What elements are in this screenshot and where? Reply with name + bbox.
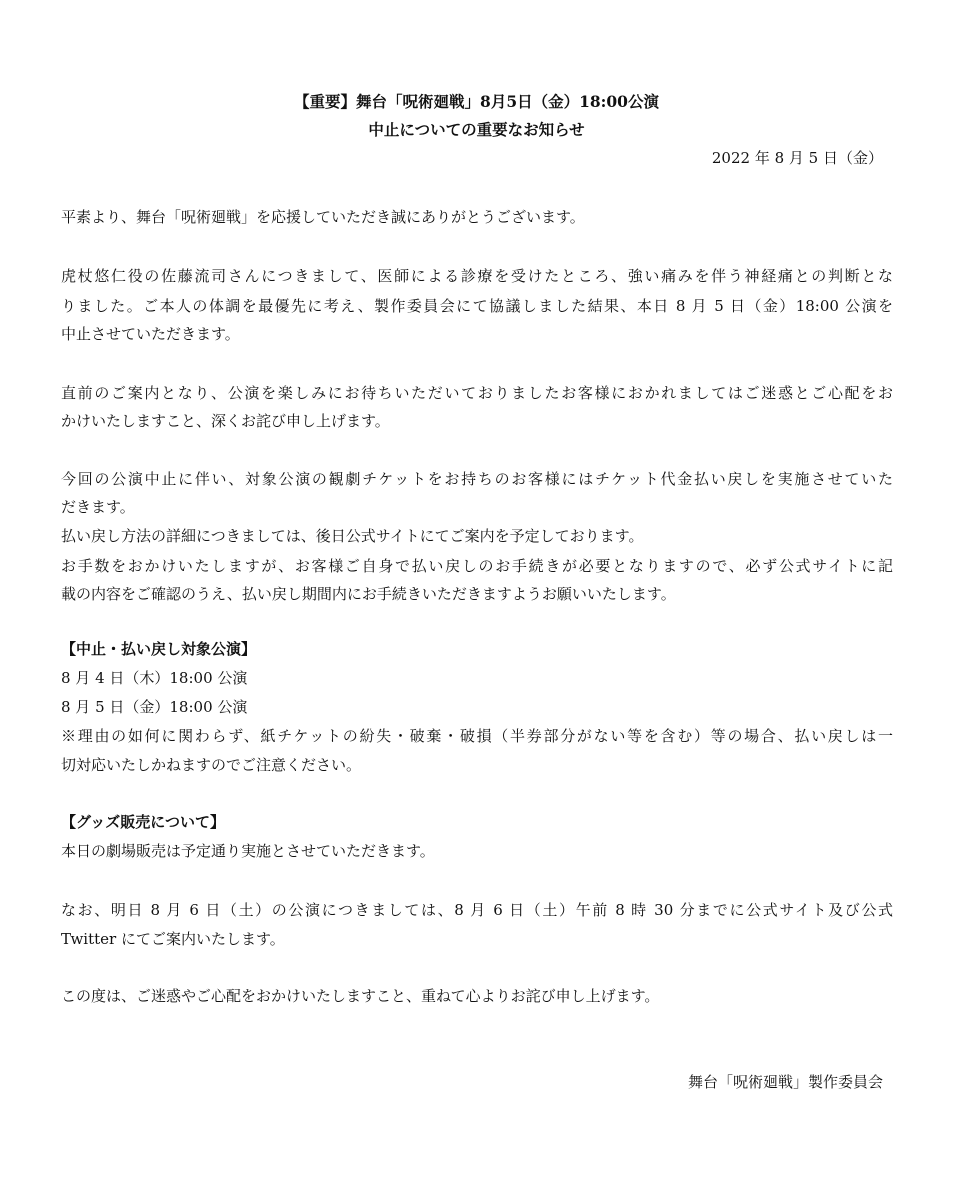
signature: 舞台「呪術廻戦」製作委員会 bbox=[687, 1073, 883, 1091]
para3-line4: お手数をおかけいたしますが、お客様ご自身で払い戻しのお手続きが必要となりますので、必ず公式サイトに記 bbox=[61, 557, 893, 575]
cancelled-performance-item: 8 月 4 日（木）18:00 公演 bbox=[61, 669, 248, 687]
para4-line2: Twitter にてご案内いたします。 bbox=[61, 930, 285, 948]
refund-note-line1: ※理由の如何に関わらず、紙チケットの紛失・破棄・破損（半券部分がない等を含む）等の場合、払い戻しは一 bbox=[61, 727, 893, 745]
para1-line2: りました。ご本人の体調を最優先に考え、製作委員会にて協議しました結果、本日 8 月 5 日（金）18:00 公演を bbox=[61, 297, 893, 315]
para1-line3: 中止させていただきます。 bbox=[61, 325, 240, 343]
cancelled-performance-item: 8 月 5 日（金）18:00 公演 bbox=[61, 698, 248, 716]
para3-line5: 載の内容をご確認のうえ、払い戻し期間内にお手続きいただきますようお願いいたします。 bbox=[61, 585, 676, 603]
notice-date: 2022 年 8 月 5 日（金） bbox=[711, 149, 883, 167]
para3-line1: 今回の公演中止に伴い、対象公演の観劇チケットをお持ちのお客様にはチケット代金払い戻しを実施させていた bbox=[61, 470, 893, 488]
notice-title-line1: 【重要】舞台「呪術廻戦」8月5日（金）18:00公演 bbox=[294, 92, 659, 111]
para4-line1: なお、明日 8 月 6 日（土）の公演につきましては、8 月 6 日（土）午前 8 時 30 分までに公式サイト及び公式 bbox=[61, 901, 893, 919]
goods-sales-text: 本日の劇場販売は予定通り実施とさせていただきます。 bbox=[61, 842, 435, 860]
greeting-text: 平素より、舞台「呪術廻戦」を応援していただき誠にありがとうございます。 bbox=[61, 208, 585, 226]
para1-line1: 虎杖悠仁役の佐藤流司さんにつきまして、医師による診療を受けたところ、強い痛みを伴う神経痛との判断とな bbox=[61, 267, 893, 285]
para3-line2: だきます。 bbox=[61, 498, 135, 516]
refund-note-line2: 切対応いたしかねますのでご注意ください。 bbox=[61, 756, 362, 774]
cancelled-performances-heading: 【中止・払い戻し対象公演】 bbox=[61, 640, 257, 658]
para3-line3: 払い戻し方法の詳細につきましては、後日公式サイトにてご案内を予定しております。 bbox=[61, 527, 644, 545]
goods-sales-heading: 【グッズ販売について】 bbox=[61, 813, 225, 831]
para2-line1: 直前のご案内となり、公演を楽しみにお待ちいただいておりましたお客様におかれましてはご迷惑とご心配をお bbox=[61, 384, 893, 402]
notice-title-line2: 中止についての重要なお知らせ bbox=[368, 120, 585, 139]
closing-text: この度は、ご迷惑やご心配をおかけいたしますこと、重ねて心よりお詫び申し上げます。 bbox=[61, 987, 660, 1005]
para2-line2: かけいたしますこと、深くお詫び申し上げます。 bbox=[61, 412, 390, 430]
